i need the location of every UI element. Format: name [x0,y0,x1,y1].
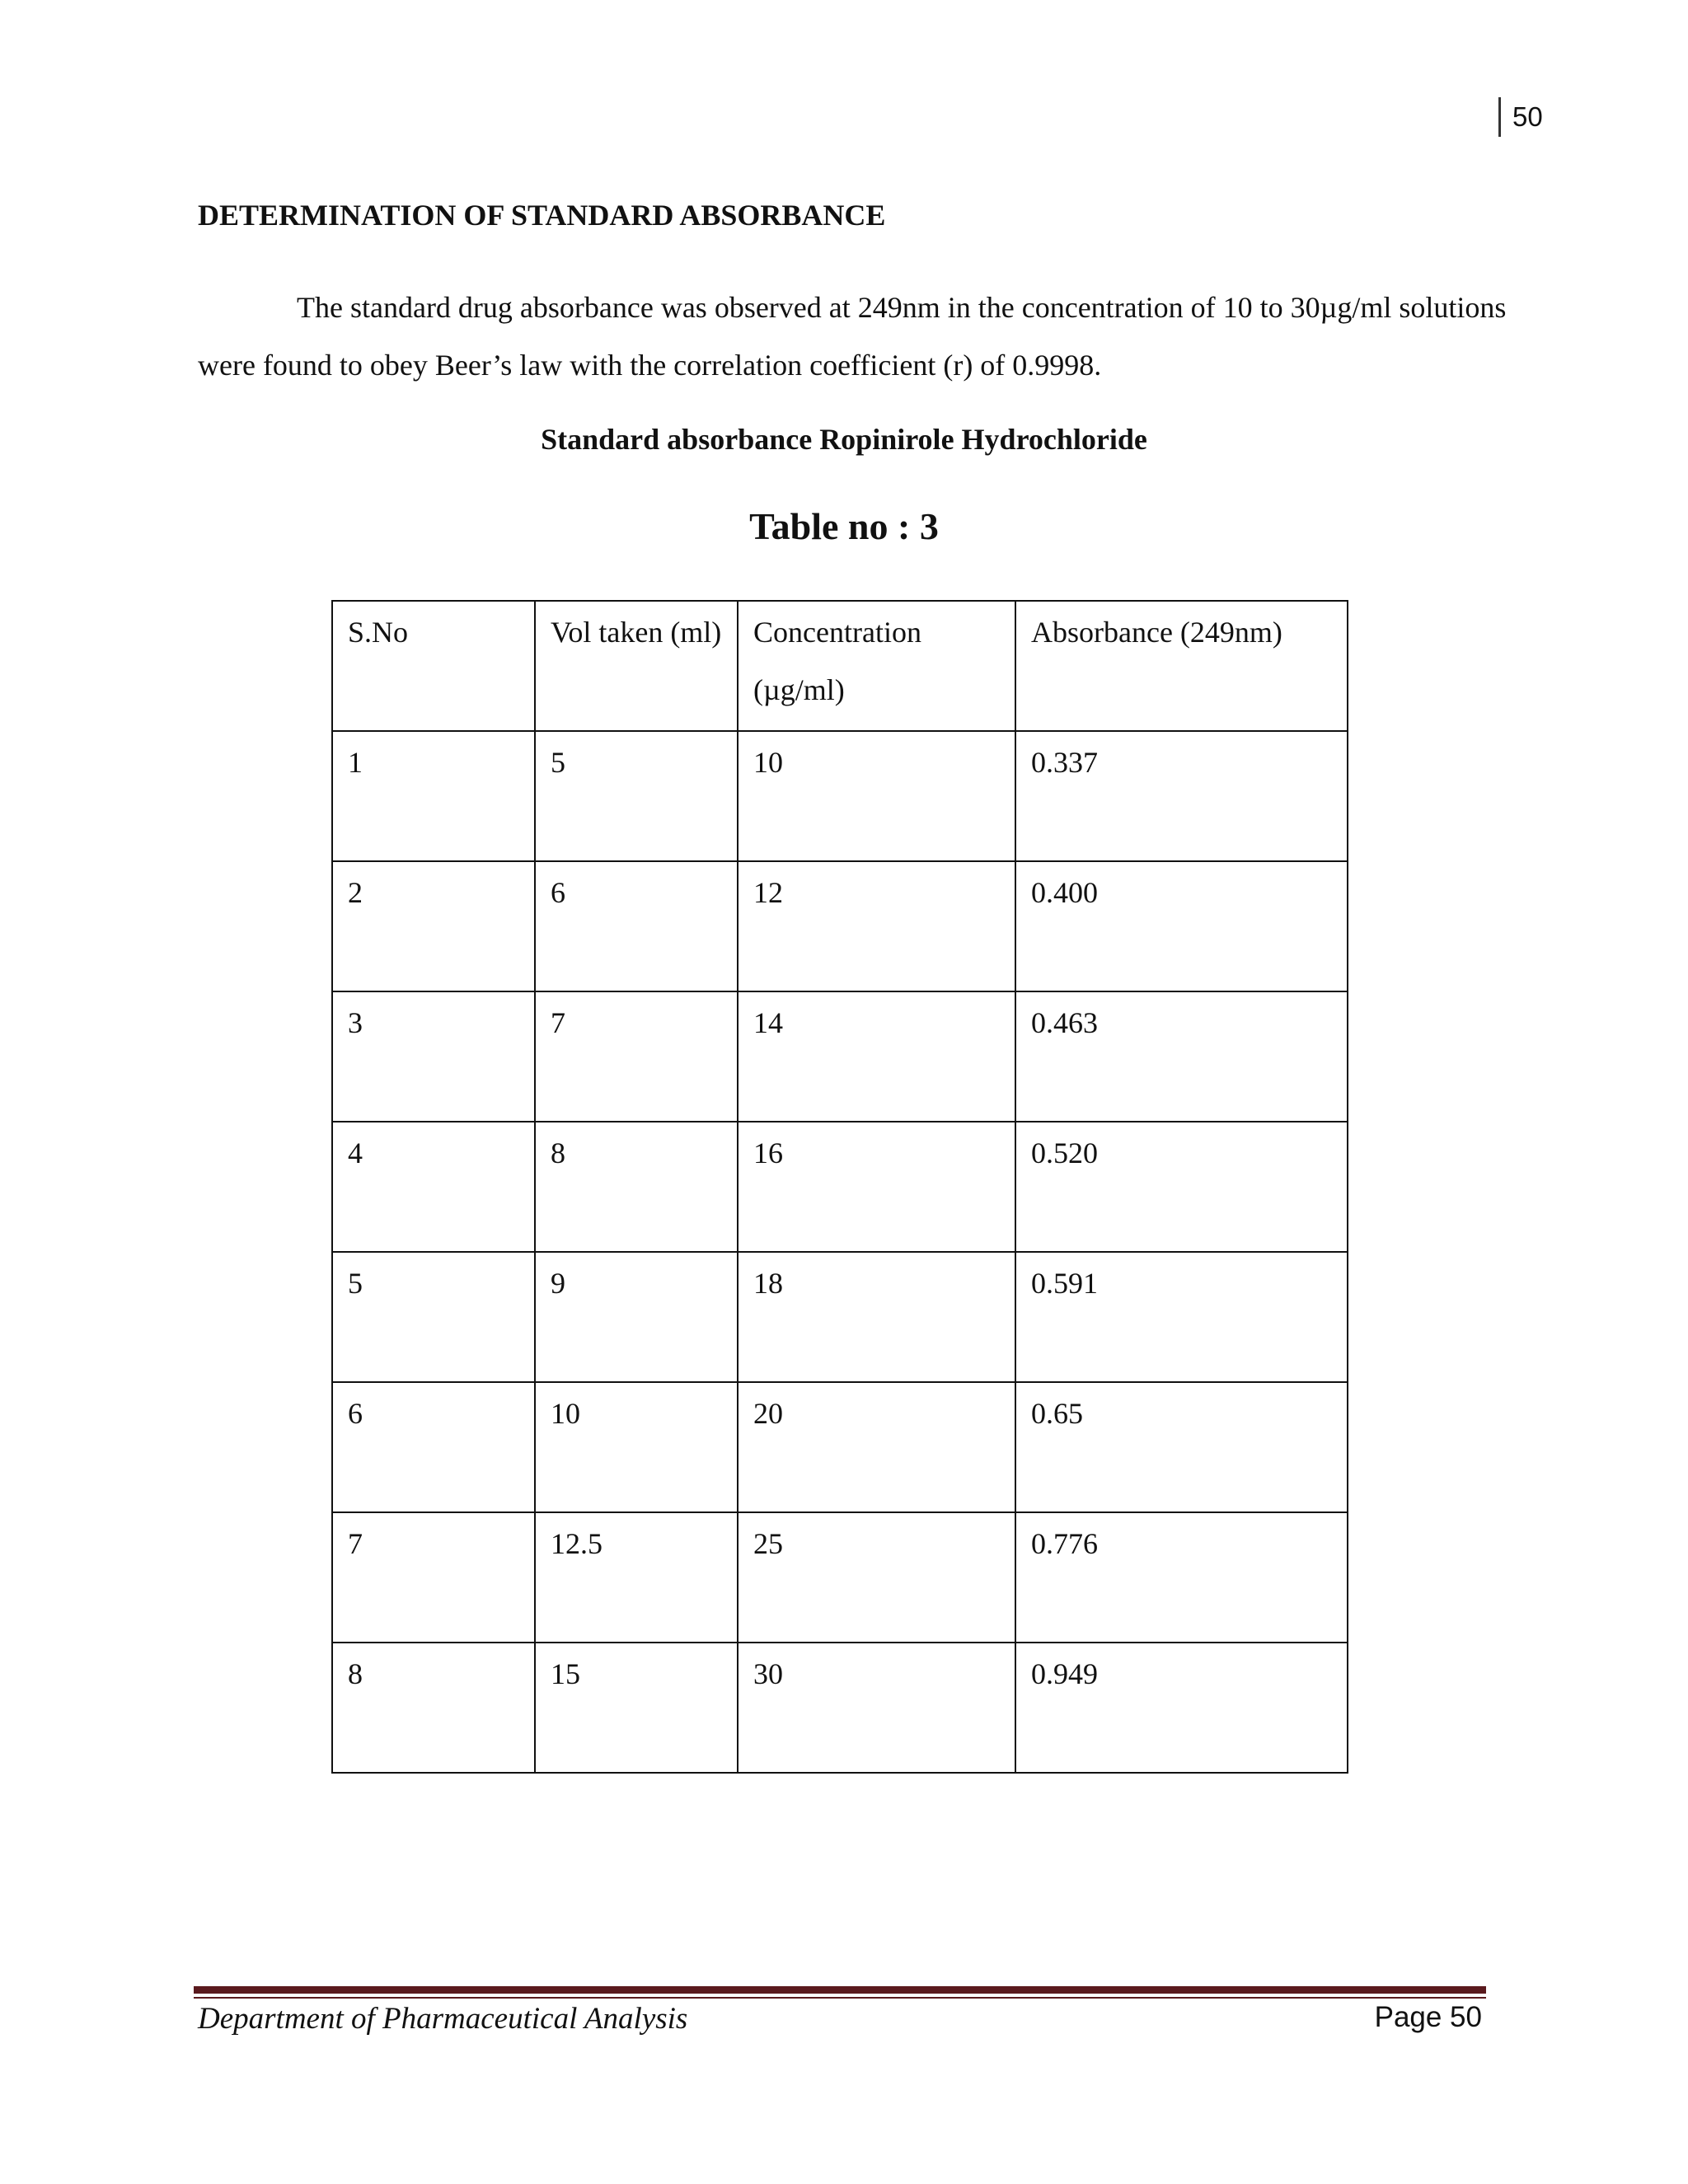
cell-abs: 0.949 [1015,1643,1348,1773]
table-row [332,1512,1348,1643]
cell-vol: 7 [535,991,738,1122]
header-divider [1498,97,1501,137]
cell-vol: 5 [535,731,738,861]
cell-sno: 3 [332,991,535,1122]
table-title: Table no : 3 [749,505,939,547]
cell-abs: 0.776 [1015,1512,1348,1643]
cell-conc: 18 [738,1252,1015,1382]
footer-page-label: Page 50 [1374,2001,1482,2033]
cell-vol: 6 [535,861,738,991]
header-page-number [1498,97,1543,137]
cell-sno: 2 [332,861,535,991]
cell-abs: 0.591 [1015,1252,1348,1382]
table-row [332,861,1348,991]
table-header-row [332,601,1348,731]
table-row [332,1643,1348,1773]
absorbance-table [331,600,1348,1774]
cell-vol: 12.5 [535,1512,738,1643]
header-absorbance: Absorbance (249nm) [1015,601,1348,731]
table-caption: Standard absorbance Ropinirole Hydrochloride [541,423,1147,456]
cell-conc: 25 [738,1512,1015,1643]
cell-conc: 20 [738,1382,1015,1512]
page-number-text: 50 [1512,101,1543,132]
table-row [332,1382,1348,1512]
cell-conc: 30 [738,1643,1015,1773]
cell-conc: 14 [738,991,1015,1122]
cell-sno: 5 [332,1252,535,1382]
cell-conc: 16 [738,1122,1015,1252]
cell-abs: 0.400 [1015,861,1348,991]
header-concentration: Concentration (µg/ml) [738,601,1015,731]
table-row [332,1252,1348,1382]
cell-sno: 8 [332,1643,535,1773]
table-row [332,991,1348,1122]
cell-sno: 7 [332,1512,535,1643]
table-row [332,1122,1348,1252]
cell-vol: 10 [535,1382,738,1512]
cell-sno: 6 [332,1382,535,1512]
cell-conc: 12 [738,861,1015,991]
cell-vol: 8 [535,1122,738,1252]
cell-sno: 4 [332,1122,535,1252]
header-vol-taken: Vol taken (ml) [535,601,738,731]
cell-vol: 9 [535,1252,738,1382]
section-heading: DETERMINATION OF STANDARD ABSORBANCE [198,199,886,232]
footer-department: Department of Pharmaceutical Analysis [198,2002,688,2036]
header-sno: S.No [332,601,535,731]
cell-conc: 10 [738,731,1015,861]
cell-abs: 0.520 [1015,1122,1348,1252]
cell-abs: 0.463 [1015,991,1348,1122]
footer-rule-thin [194,1997,1486,1999]
footer-rule-thick [194,1986,1486,1994]
cell-vol: 15 [535,1643,738,1773]
cell-abs: 0.337 [1015,731,1348,861]
section-paragraph: The standard drug absorbance was observed at 249nm in the concentration of 10 to 30µg/ml solutions were found to obey Beer’s law with the correlation coefficient (r) of 0.9998. [198,291,1507,382]
table-row [332,731,1348,861]
cell-sno: 1 [332,731,535,861]
cell-abs: 0.65 [1015,1382,1348,1512]
